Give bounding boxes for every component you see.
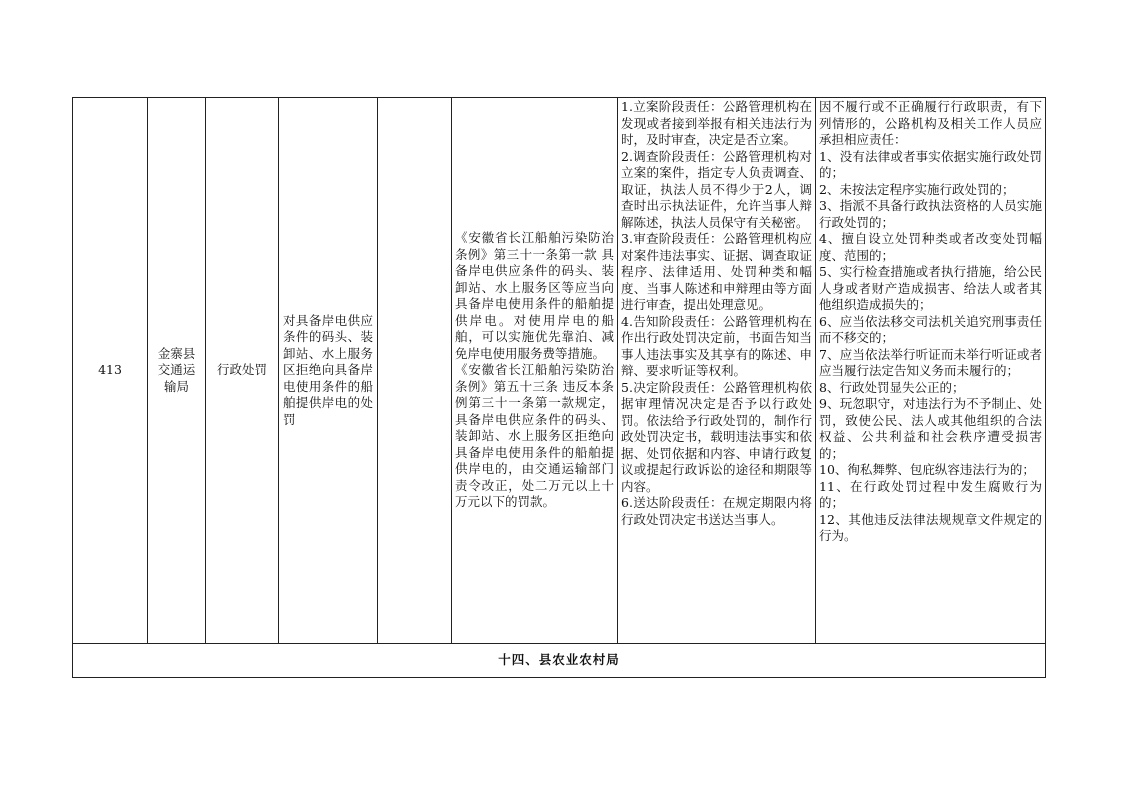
responsibility-list [618, 98, 815, 642]
legal-basis-paragraph: 《安徽省长江船舶污染防治条例》第三十一条第一款 具备岸电供应条件的码头、装卸站、水上服务区等应当向具备岸电使用条件的船舶提供岸电。对使用岸电的船舶，可以实施优先靠泊、减免岸电使用服务费等措施。 [455, 230, 614, 361]
liability-item: 10、徇私舞弊、包庇纵容违法行为的； [819, 462, 1035, 477]
liability-list [816, 98, 1045, 642]
responsibility-item: 3.审查阶段责任：公路管理机构应对案件违法事实、证据、调查取证程序、法律适用、处罚种类和幅度、当事人陈述和申辩理由等方面进行审查，提出处理意见。 [621, 231, 812, 312]
table-row [73, 98, 1046, 644]
power-list-table [72, 97, 1046, 678]
liability-item: 2、未按法定程序实施行政处罚的； [819, 181, 1015, 197]
liability-item: 12、其他违反法律法规规章文件规定的行为。 [819, 511, 1042, 543]
liability-item: 1、没有法律或者事实依据实施行政处罚的； [819, 148, 1042, 180]
item-name-cell: 对具备岸电供应条件的码头、装卸站、水上服务区拒绝向具备岸电使用条件的船舶提供岸电的处罚 [279, 98, 378, 644]
liability-item: 7、应当依法举行听证而未举行听证或者应当履行法定告知义务而未履行的； [819, 346, 1042, 378]
legal-basis-cell [452, 98, 618, 644]
sub-item-cell [378, 98, 452, 644]
responsibility-item: 1.立案阶段责任：公路管理机构在发现或者接到举报有相关违法行为时，及时审查，决定是否立案。 [621, 99, 812, 147]
department-cell: 金寨县交通运输局 [148, 98, 206, 644]
responsibility-item: 2.调查阶段责任：公路管理机构对立案的案件，指定专人负责调查、取证，执法人员不得少于2人，调查时出示执法证件，允许当事人辩解陈述，执法人员保守有关秘密。 [621, 148, 812, 230]
liability-item: 6、应当依法移交司法机关追究刑事责任而不移交的； [819, 313, 1042, 345]
section-title: 十四、县农业农村局 [73, 644, 1046, 678]
power-type-cell: 行政处罚 [206, 98, 279, 644]
liability-item: 4、擅自设立处罚种类或者改变处罚幅度、范围的； [819, 231, 1042, 263]
liability-cell [816, 98, 1046, 644]
responsibility-item: 4.告知阶段责任：公路管理机构在作出行政处罚决定前，书面告知当事人违法事实及其享有的陈述、申辩、要求听证等权利。 [621, 313, 812, 378]
section-header-row [73, 644, 1046, 678]
liability-item: 5、实行检查措施或者执行措施，给公民人身或者财产造成损害、给法人或者其他组织造成损失的； [819, 264, 1042, 312]
legal-basis-paragraph: 《安徽省长江船舶污染防治条例》第五十三条 违反本条例第三十一条第一款规定，具备岸电供应条件的码头、装卸站、水上服务区拒绝向具备岸电使用条件的船舶提供岸电的，由交通运输部门责令改正，处二万元以上十万元以下的罚款。 [455, 362, 614, 510]
liability-item: 8、行政处罚显失公正的； [819, 379, 965, 395]
liability-item: 11、在行政处罚过程中发生腐败行为的； [819, 478, 1042, 510]
responsibility-item: 5.决定阶段责任：公路管理机构依据审理情况决定是否予以行政处罚。依法给予行政处罚的，制作行政处罚决定书，载明违法事实和依据、处罚依据和内容、申请行政复议或提起行政诉讼的途径和期限等内容。 [621, 379, 812, 494]
row-number: 413 [73, 98, 148, 644]
liability-item: 3、指派不具备行政执法资格的人员实施行政处罚的； [819, 198, 1042, 230]
legal-basis-text [455, 230, 614, 511]
liability-item: 9、玩忽职守，对违法行为不予制止、处罚，致使公民、法人或其他组织的合法权益、公共利益和社会秩序遭受损害的； [819, 396, 1042, 461]
liability-item: 因不履行或不正确履行行政职责，有下列情形的，公路机构及相关工作人员应承担相应责任： [819, 99, 1042, 147]
responsibility-cell [618, 98, 816, 644]
responsibility-item: 6.送达阶段责任：在规定期限内将行政处罚决定书送达当事人。 [621, 495, 812, 527]
